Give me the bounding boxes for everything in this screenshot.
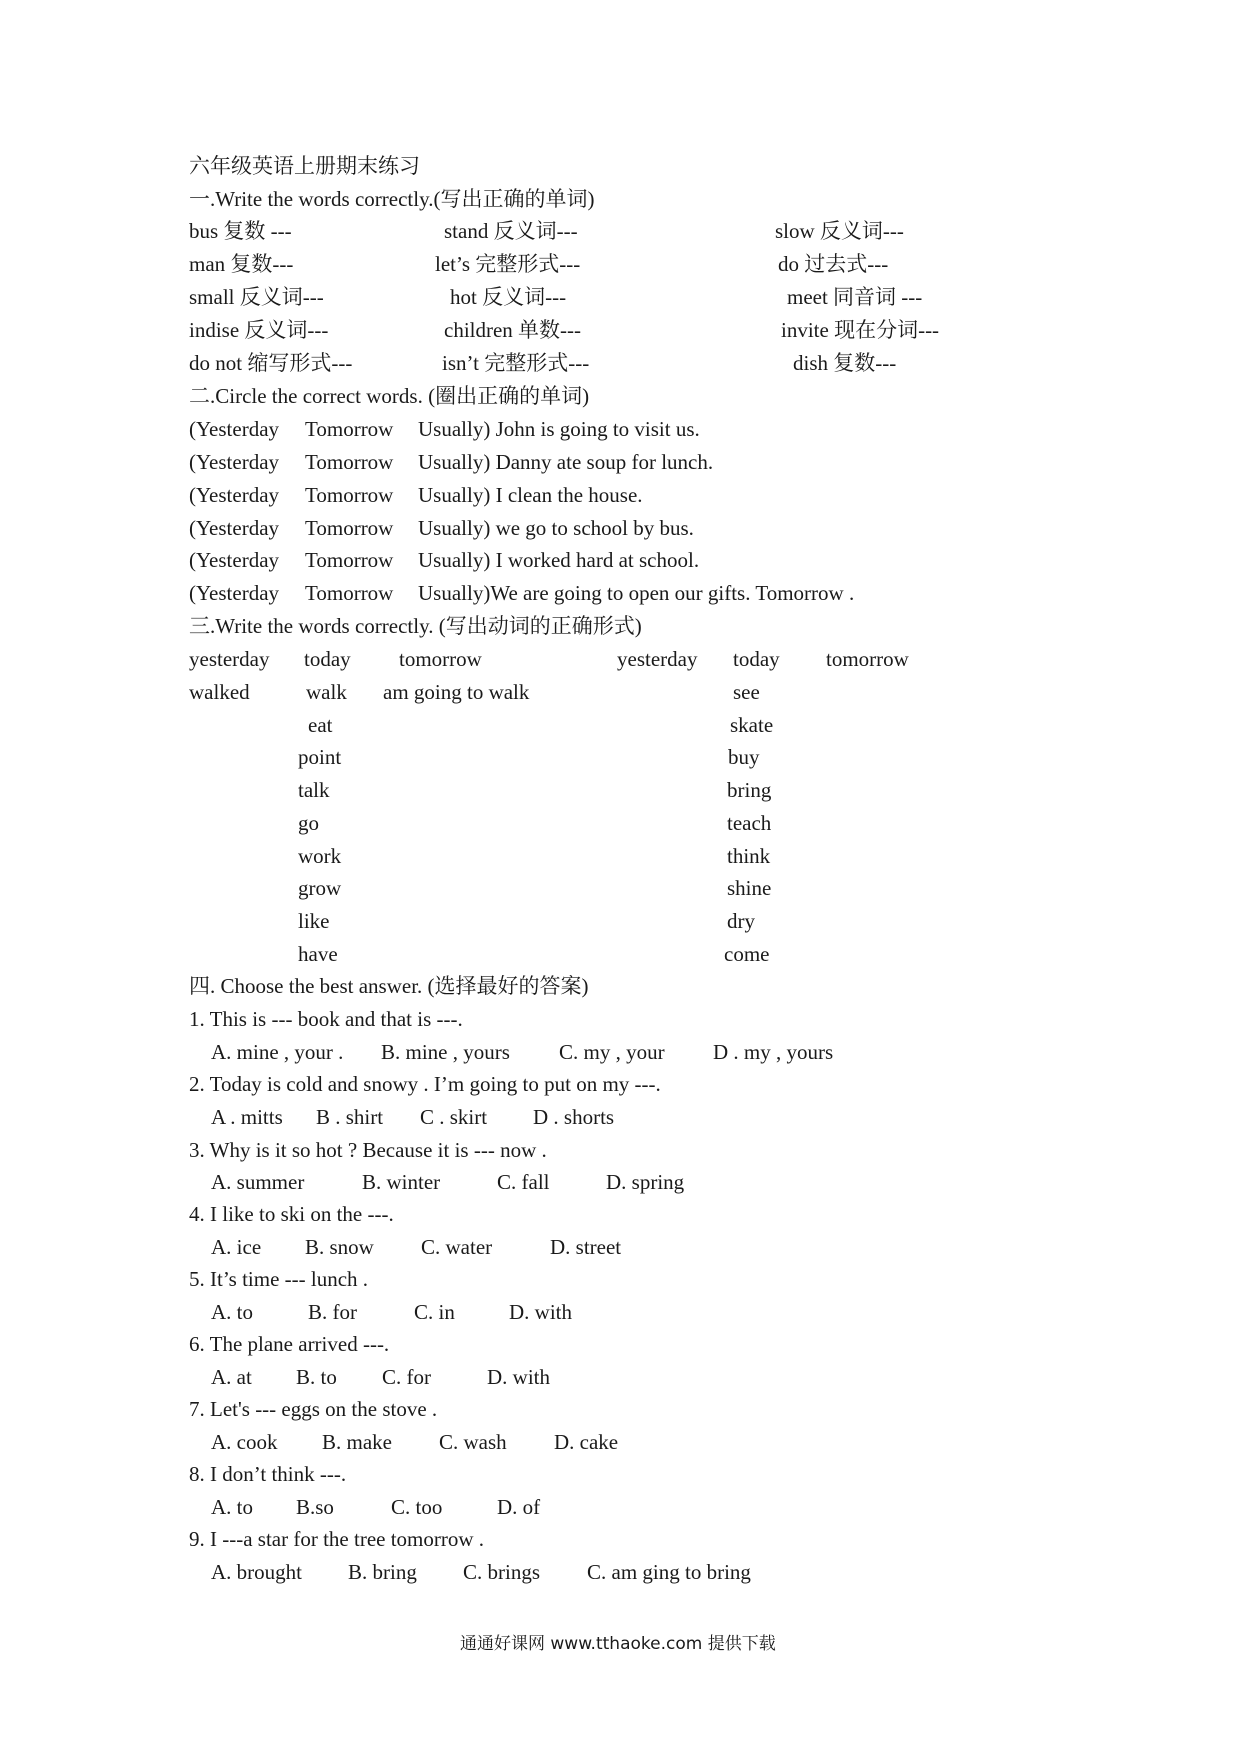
answer-option: D. street <box>550 1235 622 1259</box>
verb-word: have <box>298 942 338 966</box>
question-text: 6. The plane arrived ---. <box>189 1332 390 1356</box>
column-header: tomorrow <box>826 647 909 671</box>
column-header: yesterday <box>617 647 698 671</box>
choice-word: (Yesterday <box>189 581 280 605</box>
answer-option: D. of <box>497 1495 541 1519</box>
choice-word: Tomorrow <box>305 417 394 441</box>
answer-option: A. mine , your . <box>211 1040 344 1064</box>
word-item: stand 反义词--- <box>444 219 578 243</box>
answer-option: B. for <box>308 1300 357 1324</box>
answer-option: C . skirt <box>420 1105 488 1129</box>
sentence-text: Usually) I clean the house. <box>418 483 643 507</box>
choice-word: (Yesterday <box>189 516 280 540</box>
choice-word: (Yesterday <box>189 483 280 507</box>
section3-heading: 三.Write the words correctly. (写出动词的正确形式) <box>189 614 642 638</box>
answer-option: B. to <box>296 1365 337 1389</box>
word-item: dish 复数--- <box>793 351 897 375</box>
column-header: yesterday <box>189 647 270 671</box>
sentence-text: Usually)We are going to open our gifts. Tomorrow . <box>418 581 855 605</box>
answer-option: B. mine , yours <box>381 1040 510 1064</box>
column-header: today <box>304 647 351 671</box>
verb-word: point <box>298 745 342 769</box>
choice-word: Tomorrow <box>305 581 394 605</box>
answer-option: A. brought <box>211 1560 302 1584</box>
answer-option: B. bring <box>348 1560 417 1584</box>
question-text: 5. It’s time --- lunch . <box>189 1267 369 1291</box>
word-item: meet 同音词 --- <box>787 285 923 309</box>
word-item: isn’t 完整形式--- <box>442 351 590 375</box>
word-item: let’s 完整形式--- <box>435 252 581 276</box>
verb-word: dry <box>727 909 755 933</box>
example-word: am going to walk <box>383 680 530 704</box>
sentence-text: Usually) John is going to visit us. <box>418 417 700 441</box>
word-item: bus 复数 --- <box>189 219 292 243</box>
verb-word: grow <box>298 876 342 900</box>
answer-option: B. snow <box>305 1235 374 1259</box>
answer-option: A. to <box>211 1495 253 1519</box>
word-item: do not 缩写形式--- <box>189 351 353 375</box>
answer-option: C. am ging to bring <box>587 1560 751 1584</box>
word-item: small 反义词--- <box>189 285 324 309</box>
verb-word: think <box>727 844 771 868</box>
choice-word: Tomorrow <box>305 548 394 572</box>
column-header: tomorrow <box>399 647 482 671</box>
choice-word: Tomorrow <box>305 450 394 474</box>
answer-option: B . shirt <box>316 1105 384 1129</box>
answer-option: A . mitts <box>211 1105 283 1129</box>
word-item: hot 反义词--- <box>450 285 567 309</box>
page-title: 六年级英语上册期末练习 <box>189 154 420 178</box>
verb-word: bring <box>727 778 772 802</box>
answer-option: C. too <box>391 1495 443 1519</box>
verb-word: come <box>724 942 770 966</box>
choice-word: (Yesterday <box>189 450 280 474</box>
verb-word: shine <box>727 876 772 900</box>
section1-heading: 一.Write the words correctly.(写出正确的单词) <box>189 187 595 211</box>
question-text: 8. I don’t think ---. <box>189 1462 347 1486</box>
verb-word: go <box>298 811 319 835</box>
verb-word: teach <box>727 811 772 835</box>
answer-option: A. summer <box>211 1170 305 1194</box>
question-text: 1. This is --- book and that is ---. <box>189 1007 463 1031</box>
answer-option: D . my , yours <box>713 1040 834 1064</box>
choice-word: Tomorrow <box>305 516 394 540</box>
example-word: walked <box>189 680 250 704</box>
choice-word: (Yesterday <box>189 548 280 572</box>
section2-heading: 二.Circle the correct words. (圈出正确的单词) <box>189 384 590 408</box>
answer-option: C. my , your <box>559 1040 665 1064</box>
word-item: slow 反义词--- <box>775 219 904 243</box>
column-header: today <box>733 647 780 671</box>
answer-option: B.so <box>296 1495 334 1519</box>
word-item: man 复数--- <box>189 252 294 276</box>
answer-option: C. in <box>414 1300 455 1324</box>
example-word: walk <box>306 680 347 704</box>
choice-word: (Yesterday <box>189 417 280 441</box>
answer-option: B. make <box>322 1430 392 1454</box>
answer-option: A. ice <box>211 1235 262 1259</box>
verb-word: buy <box>728 745 760 769</box>
word-item: invite 现在分词--- <box>781 318 940 342</box>
verb-word: skate <box>730 713 774 737</box>
question-text: 2. Today is cold and snowy . I’m going to put on my ---. <box>189 1072 661 1096</box>
question-text: 7. Let's --- eggs on the stove . <box>189 1397 438 1421</box>
answer-option: D. cake <box>554 1430 619 1454</box>
word-item: do 过去式--- <box>778 252 889 276</box>
choice-word: Tomorrow <box>305 483 394 507</box>
sentence-text: Usually) Danny ate soup for lunch. <box>418 450 714 474</box>
answer-option: C. brings <box>463 1560 541 1584</box>
answer-option: C. for <box>382 1365 431 1389</box>
answer-option: C. water <box>421 1235 493 1259</box>
answer-option: C. wash <box>439 1430 507 1454</box>
verb-word: work <box>298 844 342 868</box>
word-item: indise 反义词--- <box>189 318 329 342</box>
answer-option: A. at <box>211 1365 252 1389</box>
answer-option: D. with <box>487 1365 550 1389</box>
answer-option: C. fall <box>497 1170 550 1194</box>
answer-option: D. spring <box>606 1170 685 1194</box>
word-item: children 单数--- <box>444 318 582 342</box>
answer-option: B. winter <box>362 1170 441 1194</box>
question-text: 9. I ---a star for the tree tomorrow . <box>189 1527 485 1551</box>
question-text: 3. Why is it so hot ? Because it is --- now . <box>189 1138 547 1162</box>
answer-option: D . shorts <box>533 1105 615 1129</box>
verb-word: see <box>733 680 760 704</box>
section4-heading: 四. Choose the best answer. (选择最好的答案) <box>189 974 589 998</box>
answer-option: A. to <box>211 1300 253 1324</box>
answer-option: D. with <box>509 1300 572 1324</box>
answer-option: A. cook <box>211 1430 278 1454</box>
sentence-text: Usually) we go to school by bus. <box>418 516 694 540</box>
verb-word: talk <box>298 778 330 802</box>
sentence-text: Usually) I worked hard at school. <box>418 548 700 572</box>
verb-word: eat <box>308 713 333 737</box>
question-text: 4. I like to ski on the ---. <box>189 1202 394 1226</box>
footer-text: 通通好课网 www.tthaoke.com 提供下载 <box>460 1634 776 1654</box>
verb-word: like <box>298 909 330 933</box>
